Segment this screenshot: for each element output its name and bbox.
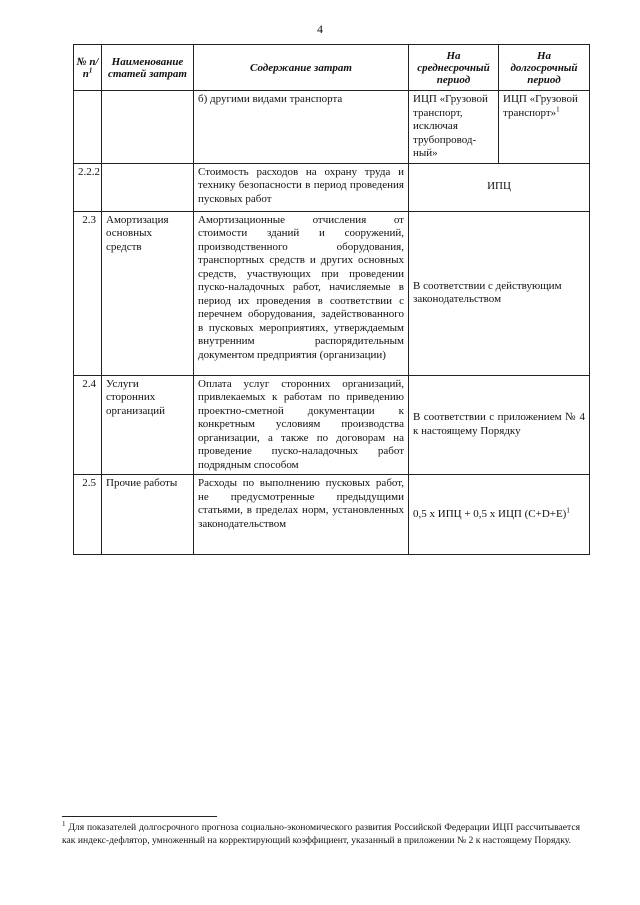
cost-items-table xyxy=(73,44,590,555)
header-long-term: На долгосрочный период xyxy=(499,45,590,91)
row-content: Стоимость расходов на охрану труда и технику безопасности в период проведения пусковых работ xyxy=(194,163,409,211)
footnote-marker: 1 xyxy=(62,819,66,828)
row-item-name: Прочие работы xyxy=(102,475,194,555)
table-row xyxy=(74,475,590,555)
row-number: 2.5 xyxy=(74,475,102,555)
row-number: 2.3 xyxy=(74,211,102,375)
row-merged-period: ИПЦ xyxy=(409,163,590,211)
row-item-name xyxy=(102,163,194,211)
row-long-term: ИЦП «Грузовой транспорт»$^1$ xyxy=(499,91,590,164)
row-merged-period: 0,5 х ИПЦ + 0,5 х ИЦП $(C+D+E)^1$ xyxy=(409,475,590,555)
table-row xyxy=(74,91,590,164)
row-number: 2.2.2 xyxy=(74,163,102,211)
table-header-row xyxy=(74,45,590,91)
row-content: Расходы по выполнению пусковых работ, не предусмотренные предыдущими статьями, в пределах норм, установленных законодательством xyxy=(194,475,409,555)
page-number: 4 xyxy=(317,22,323,36)
row-number: 2.4 xyxy=(74,375,102,475)
header-number: № $п/п^1$ xyxy=(74,45,102,91)
footnote xyxy=(62,819,580,847)
header-item-name: Наименование статей затрат xyxy=(102,45,194,91)
row-item-name: Амортизация основных средств xyxy=(102,211,194,375)
header-content: Содержание затрат xyxy=(194,45,409,91)
row-content: б) другими видами транспорта xyxy=(194,91,409,164)
row-item-name: Услуги сторонних организаций xyxy=(102,375,194,475)
row-item-name xyxy=(102,91,194,164)
row-merged-period: В соответствии с действующим законодательством xyxy=(409,211,590,375)
row-content: Оплата услуг сторонних организаций, привлекаемых к работам по приведению проектно-сметной документации к конкретным условиям производства организации, а также по договорам на проведение пуско-наладочных работ подрядным способом xyxy=(194,375,409,475)
footnote-divider xyxy=(62,816,217,817)
header-medium-term: На среднесрочный период xyxy=(409,45,499,91)
table-row xyxy=(74,375,590,475)
footnote-text: Для показателей долгосрочного прогноза социально-экономического развития Российской Федерации ИЦП рассчитывается как индекс-дефлятор, умноженный на корректирующий коэффициент, указанный в приложении № 2 к настоящему Порядку. xyxy=(62,822,580,846)
row-number xyxy=(74,91,102,164)
row-content: Амортизационные отчисления от стоимости зданий и сооружений, производственного оборудования, транспортных средств и других основных средств, участвующих при проведении пуско-наладочных работ, начисляемые в период их проведения в соответствии с перечнем оборудования, задействованного в пусковых мероприятиях, утверждаемым внутренним распорядительным документом предприятия (организации) xyxy=(194,211,409,375)
table-row xyxy=(74,211,590,375)
table-row xyxy=(74,163,590,211)
row-medium-term: ИЦП «Грузовой транспорт, исключая трубопровод-ный» xyxy=(409,91,499,164)
row-merged-period: В соответствии с приложением № 4 к настоящему Порядку xyxy=(409,375,590,475)
